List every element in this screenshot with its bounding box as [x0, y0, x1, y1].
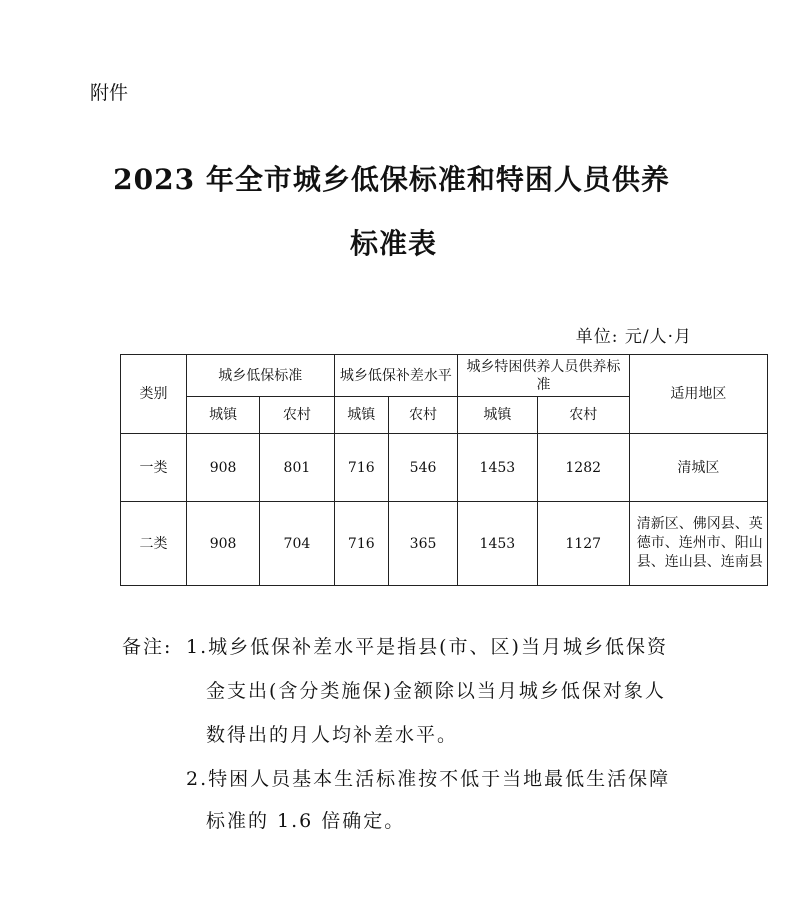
attachment-label: 附件 [90, 82, 129, 104]
cell-dibao-urban: 908 [186, 502, 259, 586]
note-1-line-2: 金支出(含分类施保)金额除以当月城乡低保对象人 [206, 680, 666, 702]
table-row [121, 434, 768, 502]
cell-bucha-rural: 546 [389, 434, 458, 502]
row-category: 二类 [121, 502, 187, 586]
header-region: 适用地区 [629, 355, 767, 434]
cell-dibao-rural: 704 [260, 502, 334, 586]
document-title-line-1: 2023 年全市城乡低保标准和特困人员供养 [113, 163, 670, 196]
note-1-line-3: 数得出的月人均补差水平。 [206, 724, 459, 746]
cell-tekun-urban: 1453 [458, 434, 538, 502]
table-row [121, 502, 768, 586]
cell-bucha-urban: 716 [334, 434, 388, 502]
notes-label: 备注: [122, 636, 173, 658]
header-tekun-rural: 农村 [537, 397, 629, 434]
cell-tekun-rural: 1127 [537, 502, 629, 586]
header-category: 类别 [121, 355, 187, 434]
header-tekun-urban: 城镇 [458, 397, 538, 434]
note-2-line-1: 2.特困人员基本生活标准按不低于当地最低生活保障 [186, 768, 671, 790]
note-1-line-1: 1.城乡低保补差水平是指县(市、区)当月城乡低保资 [186, 636, 668, 658]
cell-region: 清新区、佛冈县、英德市、连州市、阳山县、连山县、连南县 [629, 502, 767, 586]
header-dibao-bucha: 城乡低保补差水平 [334, 355, 458, 397]
standards-table [120, 354, 768, 586]
header-bucha-rural: 农村 [389, 397, 458, 434]
header-dibao-urban: 城镇 [186, 397, 259, 434]
header-bucha-urban: 城镇 [334, 397, 388, 434]
header-dibao-standard: 城乡低保标准 [186, 355, 334, 397]
unit-label: 单位: 元/人·月 [575, 327, 692, 347]
row-category: 一类 [121, 434, 187, 502]
cell-dibao-rural: 801 [260, 434, 334, 502]
header-tekun-standard: 城乡特困供养人员供养标准 [458, 355, 630, 397]
cell-dibao-urban: 908 [186, 434, 259, 502]
cell-region: 清城区 [629, 434, 767, 502]
document-title-line-2: 标准表 [349, 227, 437, 260]
header-dibao-rural: 农村 [260, 397, 334, 434]
cell-tekun-urban: 1453 [458, 502, 538, 586]
cell-tekun-rural: 1282 [537, 434, 629, 502]
cell-bucha-rural: 365 [389, 502, 458, 586]
note-2-line-2: 标准的 1.6 倍确定。 [206, 810, 406, 832]
header-row-1 [121, 355, 768, 397]
cell-bucha-urban: 716 [334, 502, 388, 586]
